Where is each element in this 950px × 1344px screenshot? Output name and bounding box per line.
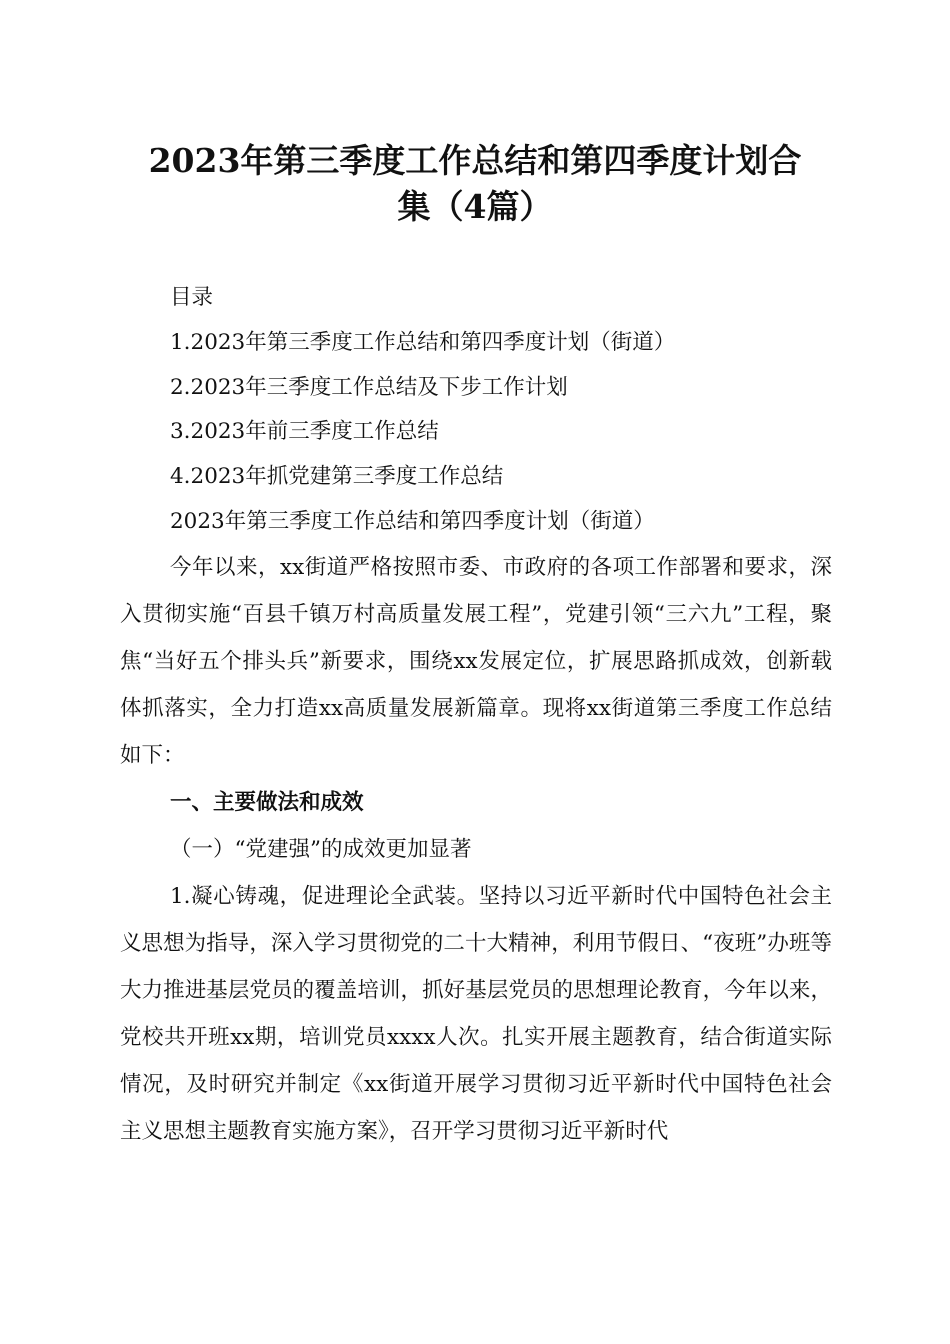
document-body [120,544,832,1155]
toc-item-2: 2.2023年三季度工作总结及下步工作计划 [170,374,568,400]
title-line-1: 2023年第三季度工作总结和第四季度计划合 [148,141,802,180]
intro-paragraph: 今年以来，xx街道严格按照市委、市政府的各项工作部署和要求，深入贯彻实施“百县千镇万村高质量发展工程”，党建引领“三六九”工程，聚焦“当好五个排头兵”新要求，围绕xx发展定位，扩展思路抓成效，创新载体抓落实，全力打造xx高质量发展新篇章。现将xx街道第三季度工作总结如下： [120,555,832,768]
section-heading-1: 一、主要做法和成效 [170,790,364,815]
toc-heading: 目录 [170,285,214,310]
article-title: 2023年第三季度工作总结和第四季度计划（街道） [170,508,655,534]
toc-item-3: 3.2023年前三季度工作总结 [170,419,439,445]
toc-item-1: 1.2023年第三季度工作总结和第四季度计划（街道） [170,329,676,355]
title-line-2: 集（4篇） [397,187,553,226]
toc-item-4: 4.2023年抓党建第三季度工作总结 [170,464,504,490]
subsection-heading-1: （一）“党建强”的成效更加显著 [170,837,472,862]
table-of-contents [170,276,830,545]
body-paragraph-1: 1.凝心铸魂，促进理论全武装。坚持以习近平新时代中国特色社会主义思想为指导，深入学习贯彻党的二十大精神，利用节假日、“夜班”办班等大力推进基层党员的覆盖培训，抓好基层党员的思想理论教育，今年以来，党校共开班xx期，培训党员xxxx人次。扎实开展主题教育，结合街道实际情况，及时研究并制定《xx街道开展学习贯彻习近平新时代中国特色社会主义思想主题教育实施方案》，召开学习贯彻习近平新时代 [120,884,832,1144]
document-title [100,138,850,230]
